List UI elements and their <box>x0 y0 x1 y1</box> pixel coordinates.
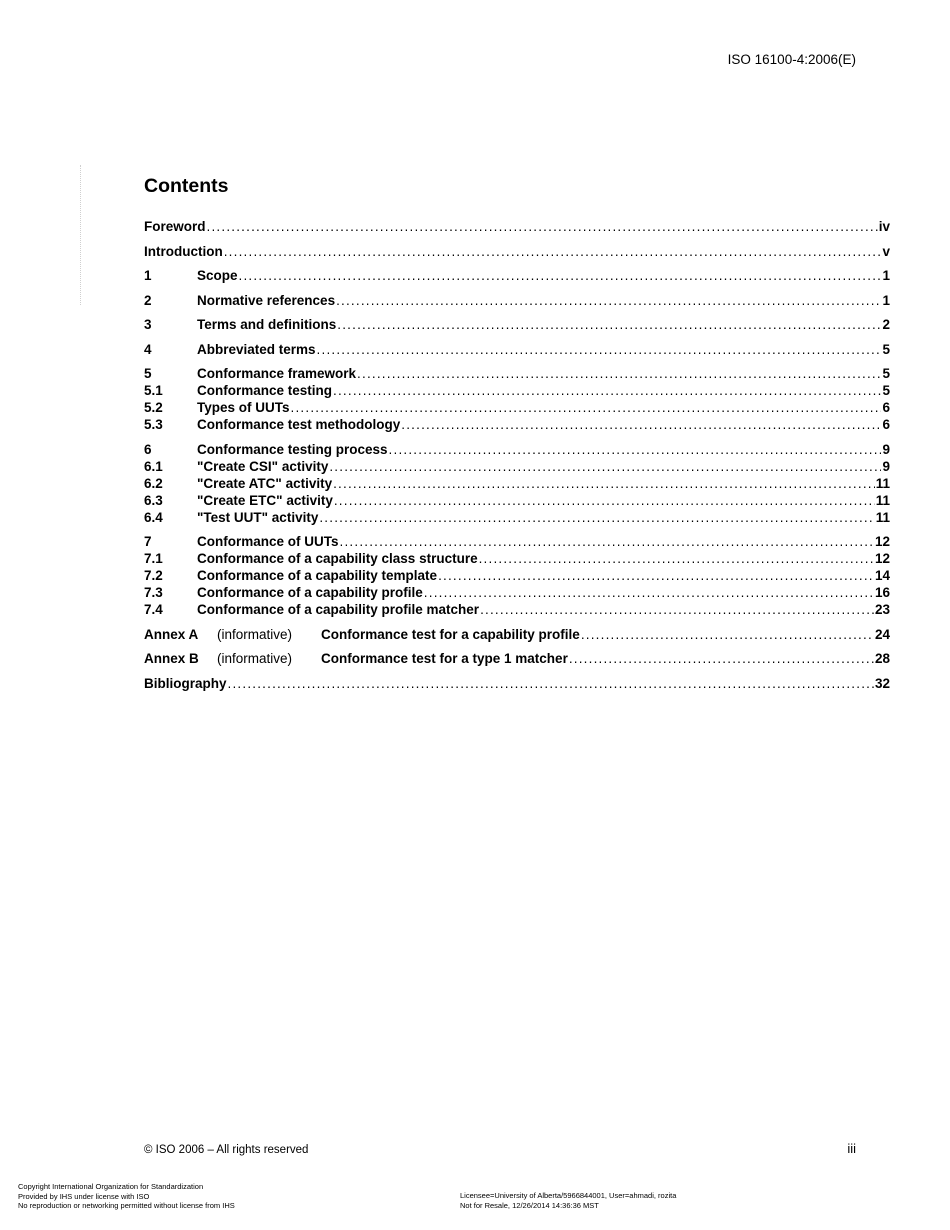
toc-entry-title: Normative references <box>197 292 336 308</box>
dot-leader <box>424 584 874 601</box>
dot-leader <box>401 416 881 433</box>
toc-section-number: 7.3 <box>144 585 163 600</box>
toc-entry-title: Conformance test methodology <box>197 417 401 432</box>
dot-leader <box>480 601 874 618</box>
dot-leader <box>224 243 882 260</box>
toc-entry-introduction[interactable] <box>144 243 890 260</box>
license-line: No reproduction or networking permitted without license from IHS <box>18 1201 235 1210</box>
toc-page-number: 11 <box>875 492 890 508</box>
toc-section-number: 5.3 <box>144 417 163 432</box>
toc-entry-title: Conformance of a capability class structure <box>197 551 478 566</box>
toc-section-number: 4 <box>144 341 152 357</box>
toc-entry-7-2[interactable] <box>144 567 890 584</box>
toc-section-number: 6.2 <box>144 475 163 491</box>
dot-leader <box>357 365 881 382</box>
dot-leader <box>333 475 875 492</box>
toc-section-number: 3 <box>144 317 152 332</box>
toc-section-number: 6 <box>144 441 152 457</box>
dot-leader <box>336 292 881 309</box>
toc-entry-title: Conformance framework <box>197 366 357 381</box>
toc-page-number: 32 <box>874 675 890 691</box>
dot-leader <box>329 458 881 475</box>
toc-page-number: 6 <box>882 417 890 432</box>
toc-page-number: 9 <box>882 441 890 457</box>
toc-entry-title: Conformance of a capability template <box>197 568 438 583</box>
license-line: Copyright International Organization for Standardization <box>18 1182 204 1191</box>
toc-annex-label: Annex A <box>144 626 199 642</box>
toc-entry-annex-b[interactable] <box>144 650 890 667</box>
toc-page-number: 23 <box>874 602 890 617</box>
toc-page-number: 2 <box>882 317 890 332</box>
toc-entry-4[interactable] <box>144 341 890 358</box>
toc-entry-6-3[interactable] <box>144 492 890 509</box>
toc-entry-title: Bibliography <box>144 675 227 691</box>
toc-page-number: 5 <box>882 383 890 398</box>
toc-entry-7-3[interactable] <box>144 584 890 601</box>
margin-mark <box>80 165 87 305</box>
toc-entry-foreword[interactable] <box>144 218 890 235</box>
document-id: ISO 16100-4:2006(E) <box>727 52 856 67</box>
dot-leader <box>340 533 874 550</box>
toc-entry-title: Conformance testing process <box>197 441 388 457</box>
toc-page-number: 14 <box>874 568 890 583</box>
toc-page-number: 11 <box>875 509 890 525</box>
toc-annex-label: Annex B <box>144 651 199 666</box>
toc-page-number: 24 <box>874 626 890 642</box>
toc-entry-annex-a[interactable] <box>144 626 890 643</box>
toc-page-number: 11 <box>875 475 890 491</box>
dot-leader <box>337 316 881 333</box>
toc-entry-title: "Test UUT" activity <box>197 509 319 525</box>
dot-leader <box>334 492 875 509</box>
toc-entry-6[interactable] <box>144 441 890 458</box>
toc-section-number: 7.2 <box>144 568 163 583</box>
toc-entry-3[interactable] <box>144 316 890 333</box>
dot-leader <box>479 550 874 567</box>
table-of-contents <box>144 218 890 692</box>
license-notice-left <box>18 1182 235 1211</box>
toc-entry-5-2[interactable] <box>144 399 890 416</box>
toc-page-number: 5 <box>882 341 890 357</box>
toc-entry-title: "Create ETC" activity <box>197 492 333 508</box>
toc-entry-title: "Create CSI" activity <box>197 458 329 474</box>
toc-page-number: 12 <box>874 551 890 566</box>
toc-entry-5[interactable] <box>144 365 890 382</box>
toc-entry-6-2[interactable] <box>144 475 890 492</box>
footer-copyright: © ISO 2006 – All rights reserved <box>144 1144 309 1156</box>
toc-entry-title: Types of UUTs <box>197 400 290 415</box>
toc-page-number: iv <box>878 219 890 234</box>
toc-entry-title: Conformance of a capability profile <box>197 585 423 600</box>
toc-page-number: 6 <box>882 400 890 415</box>
toc-section-number: 6.4 <box>144 509 163 525</box>
toc-section-number: 5 <box>144 366 152 381</box>
dot-leader <box>228 675 874 692</box>
dot-leader <box>569 650 874 667</box>
toc-section-number: 6.3 <box>144 492 163 508</box>
toc-entry-title: Conformance testing <box>197 383 333 398</box>
license-line: Provided by IHS under license with ISO <box>18 1191 150 1201</box>
dot-leader <box>239 267 882 284</box>
toc-entry-title: Introduction <box>144 243 223 259</box>
toc-entry-5-1[interactable] <box>144 382 890 399</box>
toc-entry-title: Foreword <box>144 219 206 234</box>
toc-section-number: 1 <box>144 268 152 283</box>
toc-page-number: 1 <box>882 268 890 283</box>
dot-leader <box>389 441 882 458</box>
toc-section-number: 7.4 <box>144 602 163 617</box>
toc-annex-note: (informative) <box>217 651 293 666</box>
dot-leader <box>438 567 874 584</box>
toc-section-number: 7 <box>144 534 152 549</box>
dot-leader <box>207 218 878 235</box>
license-line: Not for Resale, 12/26/2014 14:36:36 MST <box>460 1200 599 1210</box>
contents-title: Contents <box>144 175 229 197</box>
license-notice-right <box>460 1191 676 1210</box>
toc-entry-title: "Create ATC" activity <box>197 475 333 491</box>
toc-entry-title: Scope <box>197 268 238 283</box>
toc-entry-6-1[interactable] <box>144 458 890 475</box>
toc-page-number: 9 <box>882 458 890 474</box>
toc-entry-bibliography[interactable] <box>144 675 890 692</box>
dot-leader <box>291 399 882 416</box>
toc-page-number: 16 <box>874 585 890 600</box>
toc-page-number: 1 <box>882 292 890 308</box>
toc-section-number: 7.1 <box>144 551 163 566</box>
toc-entry-2[interactable] <box>144 292 890 309</box>
license-line: Licensee=University of Alberta/5966844001, User=ahmadi, rozita <box>460 1191 677 1200</box>
footer-page-number: iii <box>847 1141 856 1156</box>
toc-section-number: 2 <box>144 292 152 308</box>
toc-entry-title: Terms and definitions <box>197 317 337 332</box>
toc-page-number: 12 <box>874 534 890 549</box>
toc-entry-title: Conformance test for a type 1 matcher <box>321 651 568 666</box>
toc-entry-1[interactable] <box>144 267 890 284</box>
toc-entry-title: Conformance of UUTs <box>197 534 339 549</box>
toc-annex-note: (informative) <box>217 626 293 642</box>
toc-page-number: 5 <box>882 366 890 381</box>
dot-leader <box>317 341 882 358</box>
toc-section-number: 5.2 <box>144 400 163 415</box>
dot-leader <box>319 509 874 526</box>
toc-section-number: 6.1 <box>144 458 163 474</box>
toc-page-number: v <box>882 243 890 259</box>
toc-entry-title: Conformance test for a capability profile <box>321 626 580 642</box>
toc-entry-title: Abbreviated terms <box>197 341 316 357</box>
toc-entry-5-3[interactable] <box>144 416 890 433</box>
toc-entry-7-4[interactable] <box>144 601 890 618</box>
dot-leader <box>581 626 874 643</box>
toc-entry-7[interactable] <box>144 533 890 550</box>
toc-entry-title: Conformance of a capability profile matcher <box>197 602 480 617</box>
toc-entry-6-4[interactable] <box>144 509 890 526</box>
dot-leader <box>333 382 881 399</box>
toc-section-number: 5.1 <box>144 383 163 398</box>
toc-page-number: 28 <box>874 651 890 666</box>
toc-entry-7-1[interactable] <box>144 550 890 567</box>
